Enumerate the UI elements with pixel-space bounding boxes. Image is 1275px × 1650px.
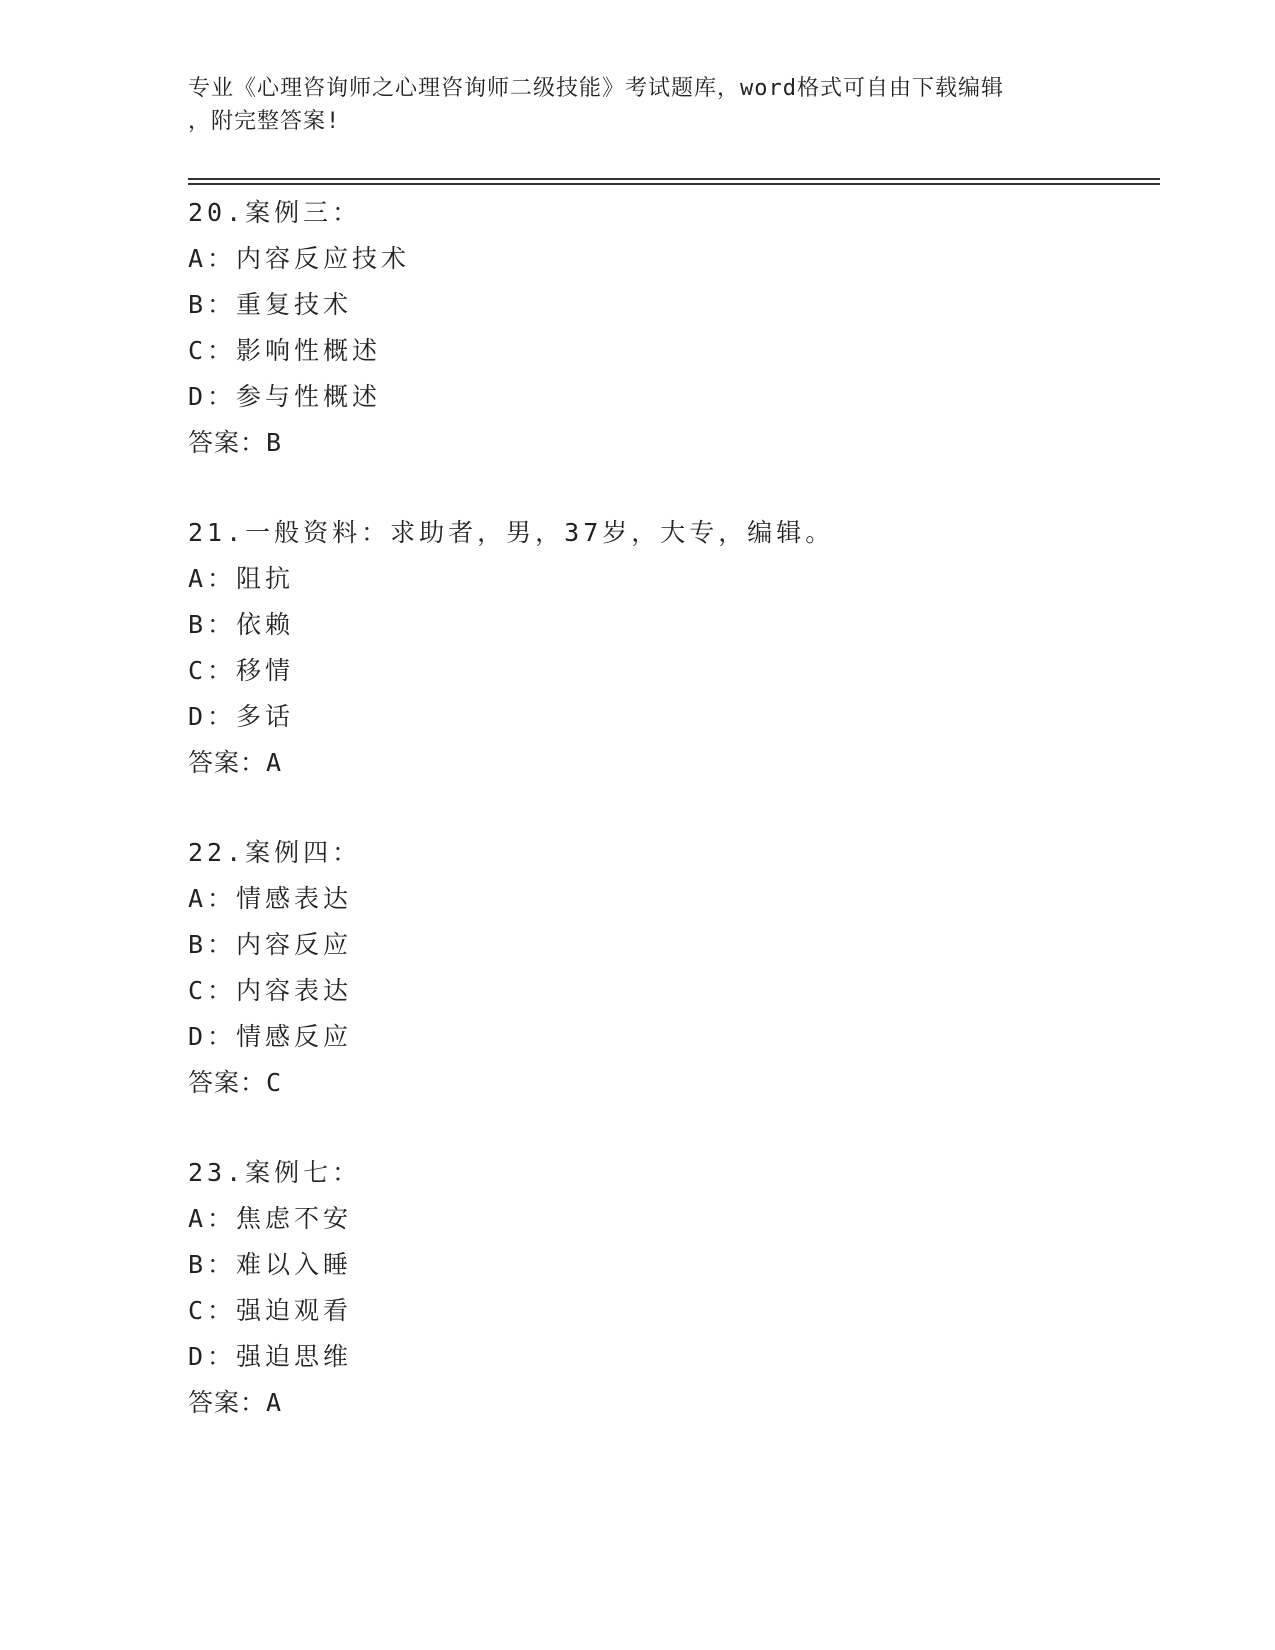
option-b: B：内容反应 (188, 930, 353, 959)
question-22 (188, 830, 1148, 1106)
option-c: C：内容表达 (188, 976, 353, 1005)
header-line-1: 专业《心理咨询师之心理咨询师二级技能》考试题库，word格式可自由下载编辑 (188, 76, 1004, 101)
option-c: C：强迫观看 (188, 1296, 353, 1325)
header-divider-top (188, 178, 1160, 180)
header-divider-bottom (188, 183, 1160, 185)
question-23 (188, 1150, 1148, 1426)
option-c: C：移情 (188, 656, 295, 685)
document-header (188, 72, 1088, 138)
option-c: C：影响性概述 (188, 336, 382, 365)
option-a: A：阻抗 (188, 564, 295, 593)
question-title: 20.案例三： (188, 198, 362, 227)
option-a: A：焦虑不安 (188, 1204, 353, 1233)
option-a: A：情感表达 (188, 884, 353, 913)
answer-key: 答案：A (188, 1388, 283, 1417)
question-title: 22.案例四： (188, 838, 362, 867)
option-d: D：多话 (188, 702, 295, 731)
header-line-2: ，附完整答案! (188, 109, 341, 134)
question-21 (188, 510, 1148, 786)
question-title: 23.案例七： (188, 1158, 362, 1187)
option-d: D：强迫思维 (188, 1342, 353, 1371)
answer-key: 答案：A (188, 748, 283, 777)
answer-key: 答案：C (188, 1068, 283, 1097)
answer-key: 答案：B (188, 428, 283, 457)
option-b: B：难以入睡 (188, 1250, 353, 1279)
question-title: 21.一般资料：求助者，男，37岁，大专，编辑。 (188, 518, 835, 547)
option-b: B：重复技术 (188, 290, 353, 319)
question-20 (188, 190, 1148, 466)
option-b: B：依赖 (188, 610, 295, 639)
option-a: A：内容反应技术 (188, 244, 411, 273)
option-d: D：情感反应 (188, 1022, 353, 1051)
option-d: D：参与性概述 (188, 382, 382, 411)
